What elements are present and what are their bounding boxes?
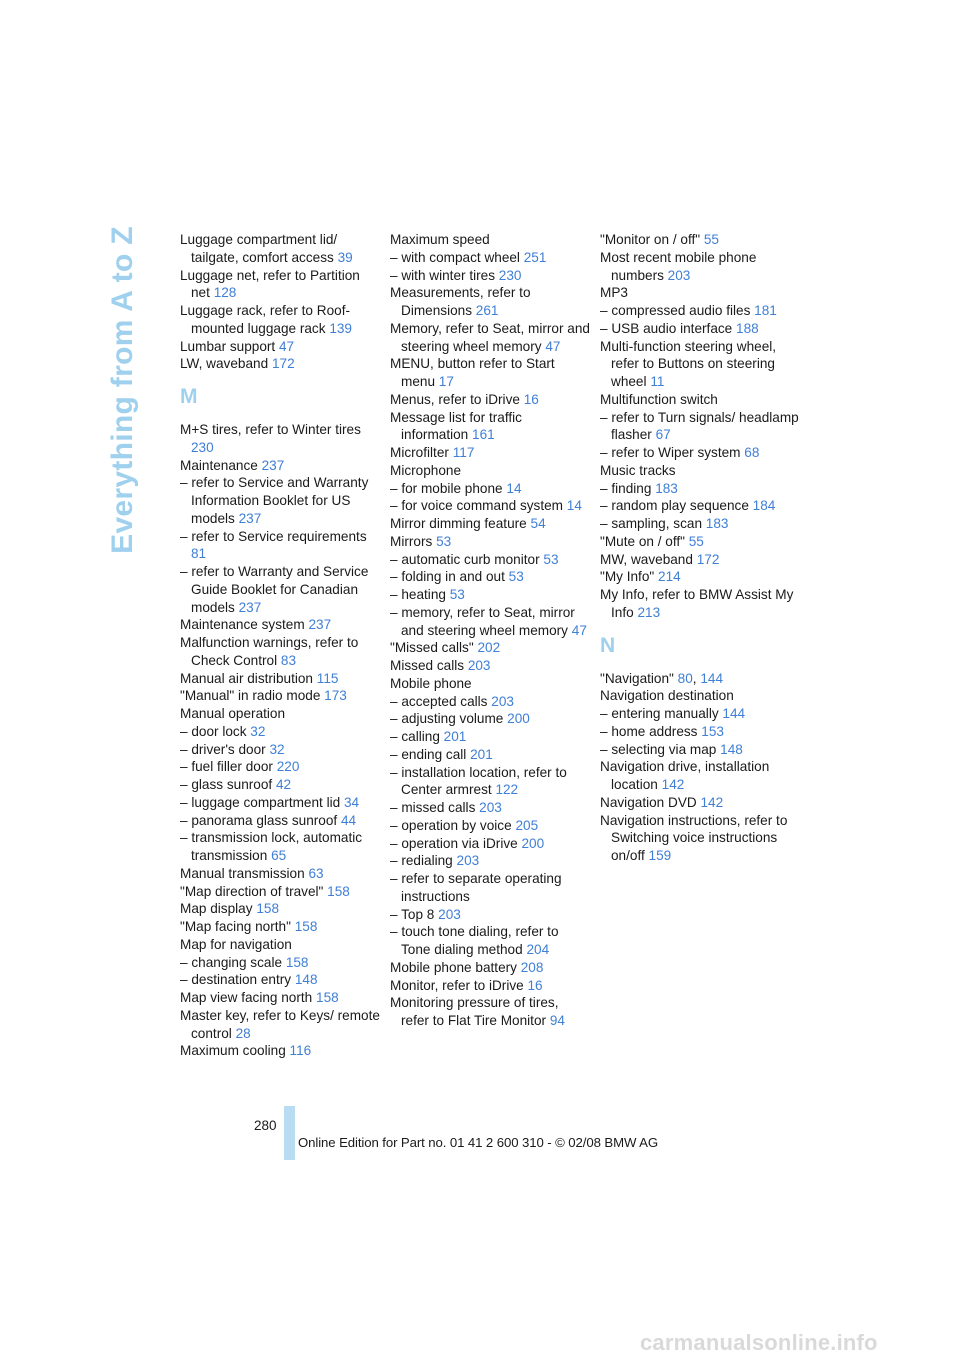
side-title-text: Everything from A to Z [106,226,140,554]
entry-text: "My Info" [600,569,655,585]
index-entry [180,563,380,616]
page-link[interactable]: 65 [271,848,287,863]
entry-text: Mobile phone battery [390,959,517,975]
index-entry [180,528,380,564]
entry-text: – refer to Warranty and Service Guide Booklet for Canadian models [180,564,369,615]
entry-text: Monitor, refer to iDrive [390,977,524,993]
index-entry [390,835,590,853]
entry-text: – adjusting volume [390,711,504,727]
footer-accent-bar [284,1106,295,1160]
index-entry [390,409,590,445]
page-link[interactable]: 94 [549,1013,565,1028]
index-column-1 [180,231,380,1060]
entry-text: – automatic curb monitor [390,551,540,567]
entry-text: Map view facing north [180,990,313,1005]
index-entry [390,231,590,249]
page-link[interactable]: 158 [256,901,280,917]
index-entry [390,533,590,551]
entry-text: My Info, refer to BMW Assist My Info [600,587,794,620]
page-link[interactable]: 203 [479,800,502,815]
entry-text: – home address [600,723,698,739]
page-link[interactable]: 116 [289,1043,312,1059]
page-link[interactable]: 205 [515,817,539,833]
entry-text: Maximum speed [390,232,490,247]
entry-text: "Monitor on / off" [600,232,701,247]
index-entry [600,497,800,515]
index-entry [600,568,800,586]
page-link[interactable]: 14 [566,498,582,514]
index-entry [180,829,380,865]
page-link[interactable]: 47 [571,622,587,638]
entry-text: – refer to Service and Warranty Information Booklet for US models [180,475,369,526]
index-entry [390,693,590,711]
entry-text: – operation by voice [390,817,512,833]
page-link[interactable]: 159 [648,848,672,863]
page-link[interactable]: 14 [506,480,522,496]
entry-text: Navigation DVD [600,794,697,810]
page-link[interactable]: 47 [279,338,295,354]
entry-text: – refer to Service requirements [180,528,367,544]
page-link[interactable]: 80 [677,670,693,686]
entry-text: – finding [600,480,652,496]
index-entry [390,675,590,693]
page-link[interactable]: 32 [250,723,266,739]
page-link[interactable]: 184 [752,498,776,514]
entry-text: – Top 8 [390,906,435,922]
page-link[interactable]: 237 [308,617,332,633]
page-link[interactable]: 53 [436,533,452,549]
index-entry [600,794,800,812]
index-entry [180,231,380,267]
entry-text: Navigation destination [600,688,734,704]
page-link[interactable]: 201 [443,729,467,744]
index-entry [390,249,590,267]
index-entry [390,284,590,320]
index-entry [600,231,800,249]
index-entry [180,670,380,688]
page-link[interactable]: 55 [703,232,719,247]
index-entry [180,883,380,901]
index-entry [180,457,380,475]
page-link[interactable]: 200 [521,835,545,851]
entry-text: – folding in and out [390,569,505,585]
index-column-3 [600,231,800,865]
entry-text: Navigation drive, installation location [600,759,770,792]
entry-text: Maintenance [180,457,258,473]
entry-text: Mirrors [390,533,433,549]
entry-text: – refer to Wiper system [600,445,741,460]
page-link[interactable]: 203 [467,658,491,673]
index-entry [600,687,800,705]
page-link[interactable]: 158 [327,883,350,899]
entry-text: – transmission lock, automatic transmission [180,830,363,863]
page-link[interactable]: 158 [294,919,318,934]
index-entry [180,1042,380,1060]
page-link[interactable]: 183 [705,516,729,531]
index-entry [390,994,590,1030]
entry-text: MW, waveband [600,551,693,567]
page-link[interactable]: 81 [191,546,207,562]
page-link[interactable]: 158 [285,954,309,970]
entry-text: Microphone [390,462,462,478]
page-link[interactable]: 54 [530,516,546,531]
page-link[interactable]: 55 [688,533,704,549]
index-entry [390,728,590,746]
entry-text: "Manual" in radio mode [180,688,321,704]
entry-text: Mobile phone [390,675,472,691]
index-entry [180,421,380,457]
entry-text: Mirror dimming feature [390,516,527,531]
page-link[interactable]: 53 [508,569,524,585]
page-link[interactable]: 237 [261,457,285,473]
index-entry [180,687,380,705]
index-entry [180,918,380,936]
index-entry [180,971,380,989]
page-link[interactable]: 53 [449,587,465,602]
entry-text: Manual transmission [180,865,305,881]
index-entry [390,764,590,800]
page-link[interactable]: 183 [655,480,678,496]
entry-text: – selecting via map [600,741,717,757]
page-number: 280 [254,1118,277,1133]
page-link[interactable]: 203 [667,267,691,283]
index-entry [390,639,590,657]
index-entry [180,355,380,373]
section-letter: M [180,385,198,408]
page-link[interactable]: 142 [661,777,685,792]
page-link[interactable]: 115 [316,670,339,686]
section-letter: N [600,633,616,657]
page-link[interactable]: 148 [720,741,743,757]
index-entry [390,551,590,569]
page-link[interactable]: 237 [238,510,262,526]
index-entry [600,758,800,794]
entry-text: – destination entry [180,972,292,988]
entry-text: – for voice command system [390,498,564,514]
page-link[interactable]: 17 [438,374,454,389]
index-entry [390,906,590,924]
page-link[interactable]: 16 [527,977,543,993]
entry-text: Luggage net, refer to Partition net [180,267,360,301]
index-entry [600,705,800,723]
page-link[interactable]: 213 [637,604,661,620]
entry-text: Maximum cooling [180,1043,286,1059]
index-entry [600,480,800,498]
index-entry [390,391,590,409]
page-link[interactable]: 173 [324,688,347,704]
index-entry [390,959,590,977]
index-entry [390,444,590,462]
entry-text: – with compact wheel [390,249,520,265]
index-entry [390,462,590,480]
page-link[interactable]: 230 [498,267,522,283]
entry-text: Manual operation [180,706,286,721]
entry-text: Multifunction switch [600,391,718,407]
index-entry: "Navigation" 80, 144 [600,670,724,686]
entry-text: MP3 [600,285,628,301]
entry-text: Memory, refer to Seat, mirror and steering wheel memory [390,320,590,354]
entry-text: – memory, refer to Seat, mirror and steering wheel memory [390,604,575,638]
entry-text: – entering manually [600,706,719,721]
entry-text: Map display [180,901,253,917]
index-entry [180,302,380,338]
index-entry [390,267,590,285]
index-entry [390,515,590,533]
page-link[interactable]: 161 [472,427,495,443]
index-entry [180,616,380,634]
entry-text: – random play sequence [600,498,749,514]
entry-text: "Navigation" [600,670,674,686]
entry-text: Monitoring pressure of tires, refer to Flat Tire Monitor [390,995,559,1028]
index-entry [180,758,380,776]
entry-text: "Missed calls" [390,640,474,656]
index-entry [600,462,800,480]
page-link[interactable]: 181 [754,303,777,318]
entry-text: – ending call [390,746,467,762]
entry-text: "Mute on / off" [600,533,685,549]
entry-text: – accepted calls [390,693,488,709]
index-column-2 [390,231,590,1030]
index-entry [390,604,590,640]
index-entry [390,586,590,604]
index-entry [180,338,380,356]
entry-text: – with winter tires [390,267,496,283]
entry-text: Microfilter [390,445,449,460]
page-link[interactable]: 128 [213,285,237,301]
edition-notice: Online Edition for Part no. 01 41 2 600 310 - © 02/08 BMW AG [298,1135,658,1150]
index-entry [180,865,380,883]
index-entry [600,741,800,759]
entry-text: "Map facing north" [180,919,291,934]
entry-text: Lumbar support [180,338,276,354]
page-link[interactable]: 63 [308,865,324,881]
side-title [88,226,158,554]
index-entry [390,320,590,356]
page-link[interactable]: 39 [337,249,353,265]
index-entry [390,497,590,515]
index-entry [600,444,800,462]
page-link[interactable]: 201 [470,746,493,762]
page-link[interactable]: 139 [329,320,352,336]
index-entry [390,923,590,959]
index-entry [390,355,590,391]
entry-text: Maintenance system [180,617,305,633]
entry-text: – refer to Turn signals/ headlamp flasher [600,409,799,443]
entry-text: – compressed audio files [600,303,751,318]
page-link[interactable]: 200 [507,711,530,727]
page-link[interactable]: 148 [294,972,318,988]
entry-text: M+S tires, refer to Winter tires [180,422,361,437]
page-link[interactable]: 237 [238,599,262,615]
index-entry [180,776,380,794]
page-link[interactable]: 11 [650,374,665,389]
entry-text: Measurements, refer to Dimensions [390,285,531,318]
entry-text: Manual air distribution [180,670,313,686]
index-entry [180,812,380,830]
page-link[interactable]: 188 [736,320,759,336]
index-entry [390,480,590,498]
index-entry [600,302,800,320]
entry-text: Message list for traffic information [390,409,522,443]
entry-text: – fuel filler door [180,759,273,775]
index-entry [390,657,590,675]
page-link[interactable]: 32 [269,741,285,757]
index-entry [600,723,800,741]
page-link[interactable]: 203 [491,693,514,709]
index-entry [390,799,590,817]
entry-text: Luggage compartment lid/ tailgate, comfort access [180,232,338,265]
index-entry [180,741,380,759]
page-link[interactable]: 144 [700,670,724,686]
entry-text: – USB audio interface [600,320,733,336]
index-entry [600,338,800,391]
entry-text: – luggage compartment lid [180,794,341,810]
page-link[interactable]: 42 [275,777,292,792]
index-entry [180,474,380,527]
entry-text: Map for navigation [180,936,292,952]
page-link[interactable]: 153 [701,723,724,739]
page-link[interactable]: 220 [276,759,300,775]
page-link[interactable]: 47 [545,338,561,354]
entry-text: – sampling, scan [600,516,703,531]
entry-text: – operation via iDrive [390,835,518,851]
entry-text: – driver's door [180,741,266,757]
page-link[interactable]: 83 [280,652,297,668]
entry-text: – heating [390,587,446,602]
page-link[interactable]: 142 [700,794,724,810]
index-entry [600,812,800,865]
entry-text: – door lock [180,723,247,739]
entry-text: Master key, refer to Keys/ remote control [180,1007,380,1041]
index-entry [390,977,590,995]
page-link[interactable]: 202 [477,640,501,656]
watermark: carmanualsonline.info [640,1330,878,1355]
page-link[interactable]: 16 [523,391,539,407]
page-link[interactable]: 53 [543,551,559,567]
index-entry [600,533,800,551]
index-entry [180,1007,380,1043]
index-entry [180,705,380,723]
entry-text: – calling [390,729,440,744]
entry-text: Malfunction warnings, refer to Check Control [180,635,359,668]
index-entry [180,936,380,954]
entry-text: – installation location, refer to Center armrest [390,764,567,798]
index-entry [390,746,590,764]
index-entry [600,391,800,409]
entry-text: Most recent mobile phone numbers [600,249,757,283]
index-entry [180,723,380,741]
index-entry [600,320,800,338]
index-entry [390,817,590,835]
entry-text: – touch tone dialing, refer to Tone dialing method [390,924,559,957]
entry-text: – refer to separate operating instructions [390,871,562,904]
entry-text: Luggage rack, refer to Roof-mounted luggage rack [180,303,351,336]
index-entry [600,586,800,622]
page-link[interactable]: 214 [658,569,681,585]
page-link[interactable]: 44 [340,812,357,828]
entry-text: – for mobile phone [390,480,503,496]
page-link[interactable]: 28 [235,1025,251,1041]
page-link[interactable]: 251 [523,249,547,265]
page-link[interactable]: 172 [271,356,295,372]
entry-text: Navigation instructions, refer to Switching voice instructions on/off [600,812,788,863]
page-link[interactable]: 261 [475,303,499,318]
page-link[interactable]: 203 [438,906,461,922]
index-entry [600,284,800,302]
index-entry [180,634,380,670]
index-entry [180,267,380,303]
page-link[interactable]: 68 [744,445,760,460]
index-entry [180,900,380,918]
entry-text: – changing scale [180,954,283,970]
entry-text: Missed calls [390,658,465,673]
page-link[interactable]: 158 [316,990,339,1005]
index-entry [390,710,590,728]
index-entry [390,870,590,906]
entry-text: – redialing [390,853,453,869]
index-entry [390,852,590,870]
page-link[interactable]: 230 [191,439,214,455]
page-link[interactable]: 172 [696,551,720,567]
entry-text: – missed calls [390,800,476,815]
page-link[interactable]: 203 [456,853,480,869]
entry-text: Music tracks [600,462,676,478]
page-link[interactable]: 34 [343,794,360,810]
page-link[interactable]: 67 [655,427,671,443]
index-entry [180,989,380,1007]
page-link[interactable]: 144 [722,706,746,721]
entry-text: MENU, button refer to Start menu [390,356,555,389]
index-entry [600,551,800,569]
index-entry [600,515,800,533]
entry-text: LW, waveband [180,356,269,372]
page-link[interactable]: 204 [526,942,550,957]
page-link[interactable]: 208 [520,959,544,975]
page-link[interactable]: 122 [495,782,519,798]
entry-text: – panorama glass sunroof [180,812,338,828]
entry-text: Menus, refer to iDrive [390,391,520,407]
index-entry [180,954,380,972]
page-link[interactable]: 117 [452,445,475,460]
entry-text: "Map direction of travel" [180,883,324,899]
index-entry [600,249,800,285]
entry-text: Multi-function steering wheel, refer to Buttons on steering wheel [600,338,777,389]
index-entry [600,409,800,445]
index-entry [180,794,380,812]
index-entry [390,568,590,586]
entry-text: – glass sunroof [180,777,273,792]
